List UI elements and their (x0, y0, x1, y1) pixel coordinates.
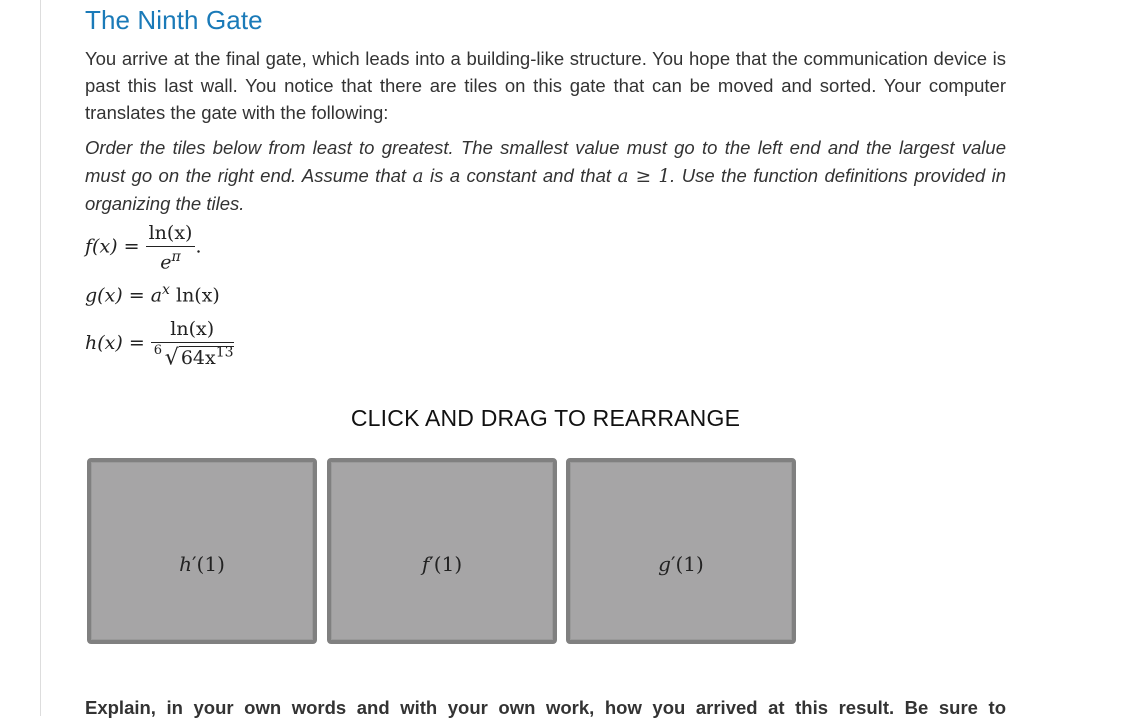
function-g-lhs: g(x) = (85, 284, 145, 307)
page-title: The Ninth Gate (85, 5, 263, 35)
tile-prime: ′ (670, 552, 676, 576)
function-f-fraction (146, 222, 196, 273)
function-g-exponent: x (162, 282, 170, 298)
tile-fn-name: h (179, 552, 192, 576)
instructions-text-1: Order the tiles below from least to greatest. The smallest value must go to the left end and the largest value must go on the right end. Assume that (85, 137, 1006, 186)
condition-a-ge-1: a ≥ 1 (617, 165, 671, 187)
left-border-line (40, 0, 41, 716)
intro-paragraph: You arrive at the final gate, which leads into a building-like structure. You hope that the communication device is past this last wall. You notice that there are tiles on this gate that can be moved and sorted. Your computer translates the gate with the following: (85, 48, 1006, 123)
function-f-period: . (195, 235, 202, 258)
function-f-numerator: ln(x) (146, 222, 196, 247)
drag-instruction-heading: CLICK AND DRAG TO REARRANGE (350, 405, 741, 431)
function-g-definition (85, 282, 220, 306)
function-h-definition (85, 318, 234, 370)
function-h-numerator: ln(x) (151, 318, 234, 343)
radical-sign-icon: √ (164, 345, 179, 371)
function-g-base: a (150, 284, 163, 307)
tile-prime: ′ (192, 552, 197, 576)
tile-label (331, 552, 553, 576)
function-h-radicand: 64x (180, 347, 216, 370)
function-g-log: ln(x) (169, 284, 220, 307)
function-f-lhs: f(x) = (85, 235, 140, 258)
tile-g-prime-1[interactable] (566, 458, 796, 644)
tile-argument: (1) (433, 552, 463, 576)
instructions-text-2: is a constant and that (423, 164, 618, 186)
tile-f-prime-1[interactable] (327, 458, 557, 644)
variable-a: a (412, 165, 424, 187)
tile-h-prime-1[interactable] (87, 458, 317, 644)
tile-label (570, 552, 792, 576)
explain-prompt: Explain, in your own words and with your own work, how you arrived at this result. Be sure to (85, 697, 1006, 718)
tile-fn-name: g (658, 552, 671, 576)
tile-label (91, 552, 313, 576)
tile-fn-name: f (421, 552, 430, 576)
tile-argument: (1) (675, 552, 704, 576)
function-h-lhs: h(x) = (85, 332, 145, 355)
tile-prime: ′ (429, 552, 434, 576)
function-f-denominator-base: e (160, 251, 172, 274)
instructions-paragraph (85, 134, 1006, 218)
function-f-denominator-exponent: π (171, 249, 181, 265)
function-f-definition (85, 222, 202, 273)
instructions-text-3: . Use the function definitions provided in organizing the tiles. (85, 164, 1007, 214)
function-h-fraction (151, 318, 234, 370)
function-h-root-index: 6 (153, 343, 163, 358)
tile-argument: (1) (196, 552, 225, 576)
function-h-radicand-exponent: 13 (215, 345, 234, 361)
